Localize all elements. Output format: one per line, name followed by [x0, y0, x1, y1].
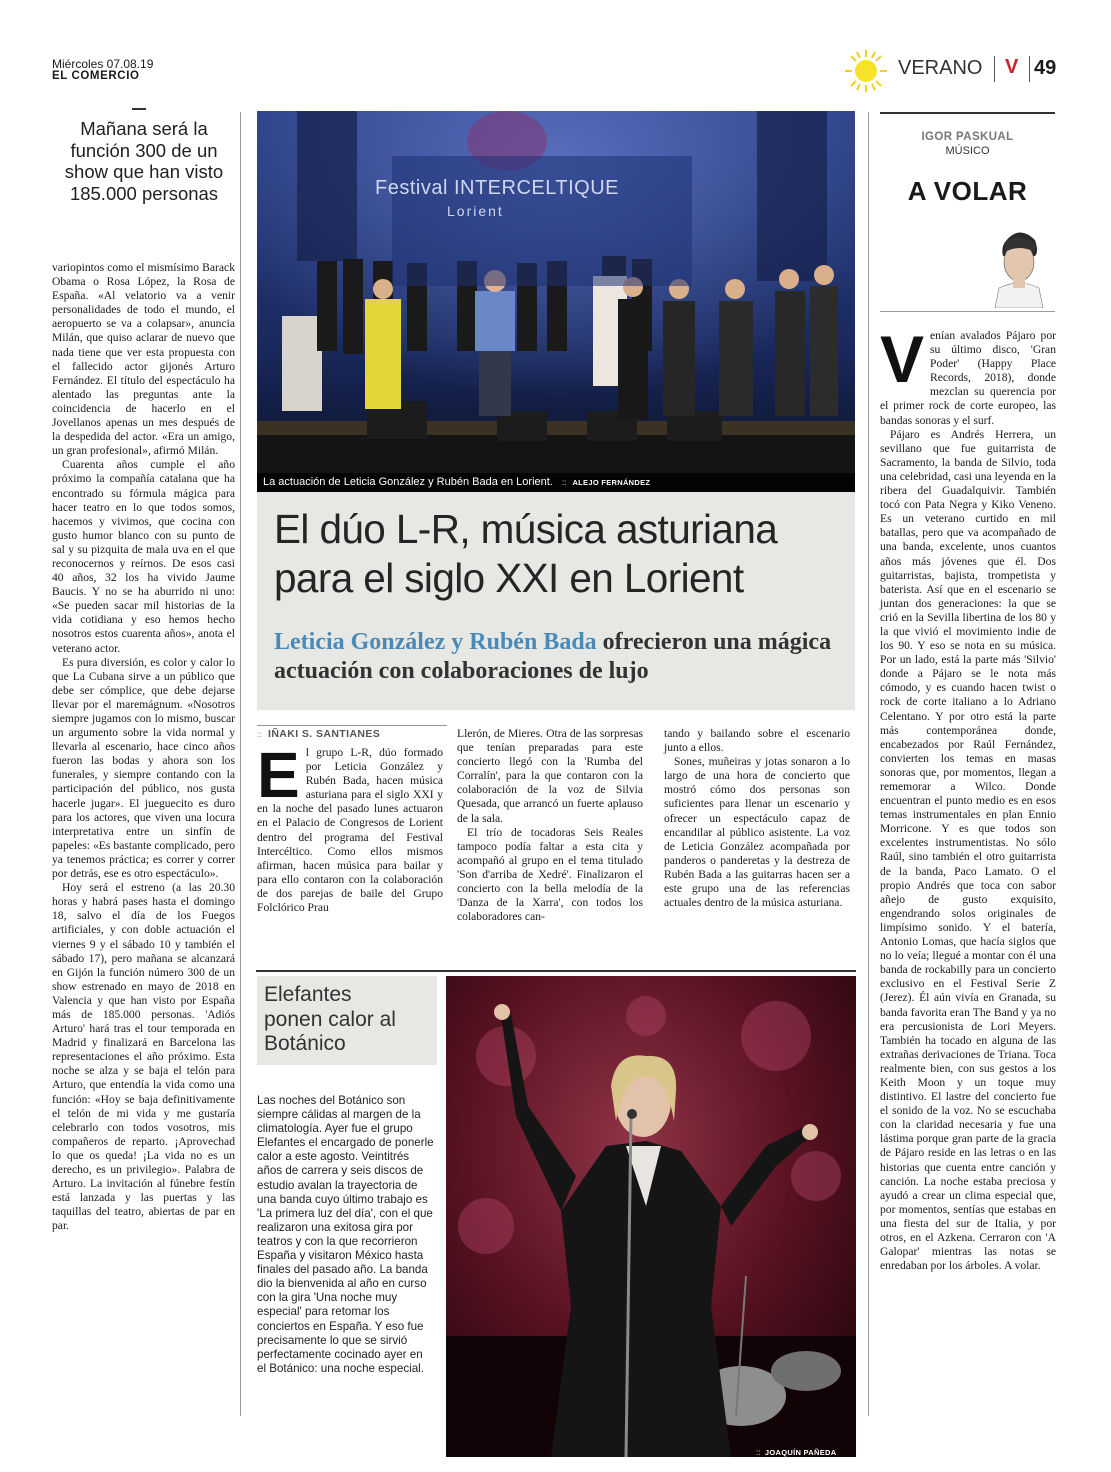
page-divider [1029, 56, 1030, 82]
section-divider [994, 56, 995, 82]
date: Miércoles 07.08.19 [52, 57, 154, 71]
subhead-names: Leticia González y Rubén Bada [274, 629, 597, 655]
pull-quote-mark [132, 108, 146, 110]
elefantes-credit: JOAQUÍN PAÑEDA [764, 1448, 837, 1457]
left-paragraph: Es pura diversión, es color y calor lo que La Cubana sirve a un público que debe ser cómplice, que debe dejarse llevar por el maremágnum. «Nosotros siempre jugamos con lo mismo, buscar un argumento sobre la vida normal y llevarla al escenario, hace cinco años fueron las bodas y ahora son los funerales, y siempre contando con la participación del público, nos gusta hacerle jugar». El jueguecito es duro para los actores, que viven una locura interpretativa entre un sinfín de papeles: «Es bastante complicado, pero ya tenemos práctica; es correr y correr por detrás, ese es otro espectáculo». [52, 655, 235, 881]
article-col-2-p1: Llerón, de Mieres. Otra de las sorpresas que tenían preparadas para este concierto llegó con la 'Rumba del Corralín', para la que contaron con la colaboración de la voz de Silvia Quesada, que arrancó un fuerte aplauso de la sala. [457, 727, 643, 825]
subhead [274, 628, 850, 685]
headline: El dúo L-R, música asturiana para el siglo XXI en Lorient [274, 506, 778, 601]
newspaper-name: EL COMERCIO [52, 70, 140, 82]
column-title: A VOLAR [907, 176, 1028, 206]
article-col-3 [664, 727, 850, 910]
elefantes-box [256, 970, 856, 972]
article-col-3-p2: Sones, muñeiras y jotas sonaron a lo largo de una hora de concierto que mostró cómo dos personas son suficientes para llenar un escenario y ofrecer un espectáculo capaz de encandilar al público asistente. La voz de Leticia González acompañada por panderos o panderetas y la destreza de Rubén Bada a las guitarras hacen ser a este grupo una de las referencias actuales dentro de la música asturiana. [664, 755, 850, 910]
left-paragraph: Cuarenta años cumple el año próximo la compañía catalana que ha encontrado su fórmula mágica para hacer teatro en lo que todos somos, hacemos y vivimos, que cocina con gusto humor blanco con su punto de sal y su pizquita de mala uva en el que reconocernos y reírnos. De esos casi 40 años, 32 los ha vivido Jaume Baucis. Y no se ha aburrido ni uno: «Se pueden sacar mil historias de la vida cotidiana y eso hemos hecho nosotros estos cuarenta años», anota el veterano actor. [52, 458, 235, 655]
concert-photo [257, 111, 855, 492]
byline-marker: :: [257, 730, 262, 739]
article-col-2 [457, 727, 643, 924]
author-portrait [985, 222, 1053, 308]
article-dropcap: E [257, 739, 300, 811]
right-mid-rule [880, 311, 1055, 312]
article-col-3-p1: tando y bailando sobre el escenario junto a ellos. [664, 727, 850, 755]
v-mark: V [1005, 56, 1019, 78]
rule-left [240, 112, 241, 1416]
right-paragraph-2: Pájaro es Andrés Herrera, un sevillano que fue guitarrista de Sacramento, la banda de Silvio, toda una celebridad, casi una leyenda en la ribera del Guadalquivir. También tocó con Pata Negra y Kiko Veneno. Es un veterano curtido en mil batallas, pero que va acompañado de una banda, excelente, unos cuantos años más jóvenes que él. Dos guitarristas, bajista, trompetista y baterista. Así que en el escenario se juntan dos generaciones: la que se crió en la Sevilla libertina de los 80 y la que vivió el movimiento indie de los 90. Y eso se nota en su música. Por un lado, está la parte más 'Silvio' donde a Pájaro se le nota más cómodo, y es cuando hacen twist o rock de corte italiano a lo Adriano Celentano. Y por otro está la parte más contemporánea donde, encabezados por Raúl Fernández, convierten los temas en masas sonoras que, por momentos, llegan a rememorar a Wilco. Donde encuentran el punto medio es en esos temas instrumentales en plan Ennio Morricone. Y es que todos son excelentes instrumentistas. No sólo Raúl, sino también el otro guitarrista de la banda, Paco Lamato. O el propio Andrés que toca con sabor añejo de gusto exquisito, engendrando solos originales de limpísimo sonido. Y el batería, Antonio Lomas, que hacía siglos que no lo veía; llegué a montar con él una banda de rockabilly para un concierto exclusivo en el Festival Serie Z (Jerez). Él aún vivía en Granada, su banda favorita eran The Band y ya no era percusionista de Lori Meyers. También ha tocado en alguna de las extrañas derivaciones de Triana. Toca realmente bien, con sus gestos a los Keith Moon y un toque muy distintivo. El lastre del concierto fue el sonido de la voz. No se escuchaba con la claridad necesaria y fue una lástima porque gran parte de la gracia de Pájaro reside en las letras o en las historias que cuenta entre canción y canción. La noche estaba preciosa y ayudó a crear un clima especial que, por momentos, sentías que estabas en una fiesta del sur de Italia, y por otros, en el Azkena. Cerraron con 'A Galopar' mientras las notas se enredaban por los árboles. A volar. [880, 427, 1056, 1273]
elefantes-credit-wrap [756, 1442, 836, 1457]
author-name: IGOR PASKUAL [921, 131, 1014, 143]
author-role: MÚSICO [945, 145, 990, 157]
article-col-1 [257, 739, 443, 915]
rule-right [868, 112, 869, 1416]
elefantes-title: Elefantes ponen calor al Botánico [264, 983, 396, 1055]
left-paragraph: Hoy será el estreno (a las 20.30 horas y habrá pases hasta el domingo 18, salvo el día de los Fuegos artificiales, y con doble actuación el viernes 9 y el sábado 10 y también el sábado 17), pero mañana se alcanzará en Gijón la función número 300 de un show estrenado en mayo de 2018 en Valencia y que han visto por España más de 185.000 personas. 'Adiós Arturo' hará tras el tour temporada en Madrid y finalizará en Barcelona las representaciones el año próximo. Esta noche se alza y se baja el telón para Arturo, que entendía la vida como una función: «Hoy se baja definitivamente el telón de mi vida y me gustaría celebrarlo con todos vosotros, mis compañeros de reparto. ¡Aprovechad lo que os queda! ¡La vida no es un derecho, es un privilegio». Palabra de Arturo. La invitación al fúnebre festín está lanzada y las puertas y las taquillas del teatro, abiertas de par en par. [52, 881, 235, 1233]
right-top-rule [880, 112, 1055, 114]
byline-rule [257, 725, 447, 726]
sun-icon [843, 48, 889, 94]
caption-separator: :: [561, 478, 567, 487]
photo-caption-bar [257, 473, 855, 492]
photo-caption: La actuación de Leticia González y Rubén Bada en Lorient. [263, 476, 553, 488]
article-col-1-text: l grupo L-R, dúo formado por Leticia González y Rubén Bada, hacen música asturiana para el siglo XXI y en la noche del pasado lunes actuaron en el Palacio de Congresos de Lorient dentro del programa del Festival Intercéltico. Como ellos mismos afirman, hacen música para bailar y para ello contaron con la colaboración de dos parejas de baile del Grupo Folclórico Prau [257, 746, 443, 915]
subhead-rest: ofrecieron una mágica actuación con colaboraciones de lujo [274, 629, 832, 684]
banner-title: Festival INTERCELTIQUE [375, 177, 619, 199]
right-dropcap: V [880, 322, 925, 396]
byline: IÑAKI S. SANTIANES [268, 728, 381, 740]
section-label: VERANO [898, 57, 983, 79]
elefantes-text: Las noches del Botánico son siempre cálidas al margen de la climatología. Ayer fue el grupo Elefantes el encargado de ponerle calor a este agosto. Veintitrés años de carrera y seis discos de estudio avalan la trayectoria de una banda cuyo último trabajo es 'La primera luz del día', con el que realizaron una exitosa gira por teatros y con la que recorrieron España y visitaron México hasta finales del pasado año. La banda dio la bienvenida al año en curso con la gira 'Una noche muy especial' para retomar los conciertos en España. Y eso fue precisamente lo que se sirvió perfectamente cocinado ayer en el Botánico: una noche especial. [257, 1094, 434, 1375]
credit-separator: :: [756, 1448, 761, 1457]
left-article [52, 261, 235, 1233]
photo-credit: ALEJO FERNÁNDEZ [572, 478, 651, 487]
pull-quote: Mañana será la función 300 de un show que han visto 185.000 personas [64, 118, 224, 204]
right-paragraph-1: enían avalados Pájaro por su último disco, 'Gran Poder' (Happy Place Records, 2018), donde mezclan su querencia por el primer rock de corte europeo, las bandas sonoras y el surf. [880, 329, 1056, 427]
left-paragraph: variopintos como el mismísimo Barack Obama o Rosa López, la Rosa de España. «Al velatorio va a venir personalidades de todo el mundo, el aeropuerto se va a colapsar», anuncia Milán, que quiso aclarar de nuevo que nada tiene que ver esta propuesta con el fallecido actor gijonés Arturo Fernández. El título del espectáculo ha alentado las preguntas ante la coincidencia de hacerlo en el Jovellanos apenas un mes después de la despedida del actor. «Era un amigo, un gran profesional», afirmó Milán. [52, 261, 235, 458]
page-number: 49 [1034, 57, 1057, 79]
banner-subtitle: Lorient [447, 203, 504, 219]
elefantes-photo [446, 976, 856, 1457]
article-col-2-p2: El trío de tocadoras Seis Reales tampoco podía faltar a esta cita y acompañó al grupo en el tema titulado 'Son d'arriba de Xedré'. Finalizaron el concierto con la bella melodía de la 'Danza de la Xarra', con todos los colaboradores can- [457, 825, 643, 924]
right-article [880, 322, 1056, 1273]
